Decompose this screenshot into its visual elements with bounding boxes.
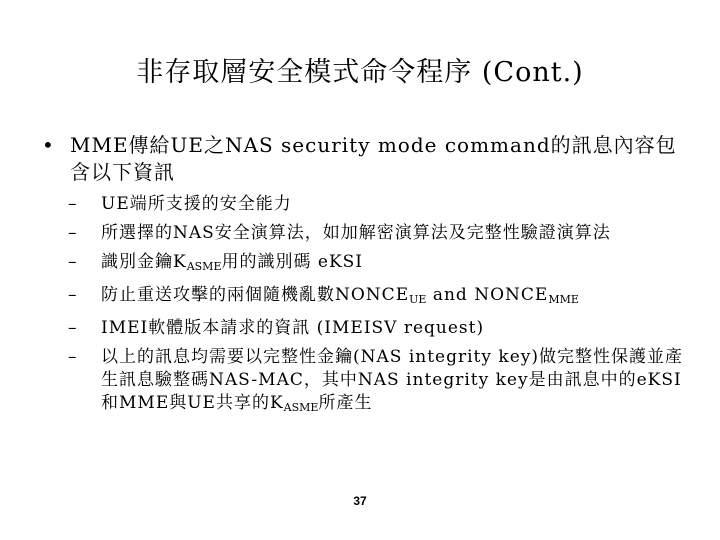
sub-item-text: 所產生 [318,393,373,413]
sub-bullet-list [68,193,688,425]
sub-item-security-capability [68,193,688,216]
dash-marker: – [68,347,78,367]
sub-item-text: 識別金鑰K [101,252,187,272]
dash-marker: – [68,252,78,272]
dash-marker: – [68,223,78,243]
subscript-ue: UE [409,293,427,306]
sub-item-eksi [68,251,688,278]
sub-item-text: 用的識別碼 eKSI [221,252,364,272]
sub-item-text: and NONCE [426,285,549,305]
page-number: 37 [353,494,367,508]
bullet-marker: • [42,133,54,157]
dash-marker: – [68,194,78,214]
subscript-asme: ASME [283,401,319,414]
sub-item-integrity [68,346,688,419]
main-bullet [42,132,682,186]
bullet-text: MME傳給UE之NAS security mode command的訊息內容包含以下資訊 [70,133,677,184]
sub-item-nas-algorithm [68,222,688,245]
dash-marker: – [68,318,78,338]
sub-item-text: IMEI軟體版本請求的資訊 (IMEISV request) [101,318,485,338]
subscript-mme: MME [548,293,579,306]
sub-item-text: 以上的訊息均需要以完整性金鑰(NAS integrity key)做完整性保護並產生訊息驗整碼NAS-MAC，其中NAS integrity key是由訊息中的eKSI和MME與UE共享的K [101,347,683,413]
sub-item-imeisv [68,317,688,340]
slide-title: 非存取層安全模式命令程序 (Cont.) [136,57,584,88]
subscript-asme: ASME [186,260,222,273]
dash-marker: – [68,285,78,305]
sub-item-text: UE端所支援的安全能力 [101,194,292,214]
sub-item-text: 防止重送攻擊的兩個隨機亂數NONCE [101,285,410,305]
sub-item-text: 所選擇的NAS安全演算法，如加解密演算法及完整性驗證演算法 [101,223,611,243]
sub-item-nonce [68,284,688,311]
